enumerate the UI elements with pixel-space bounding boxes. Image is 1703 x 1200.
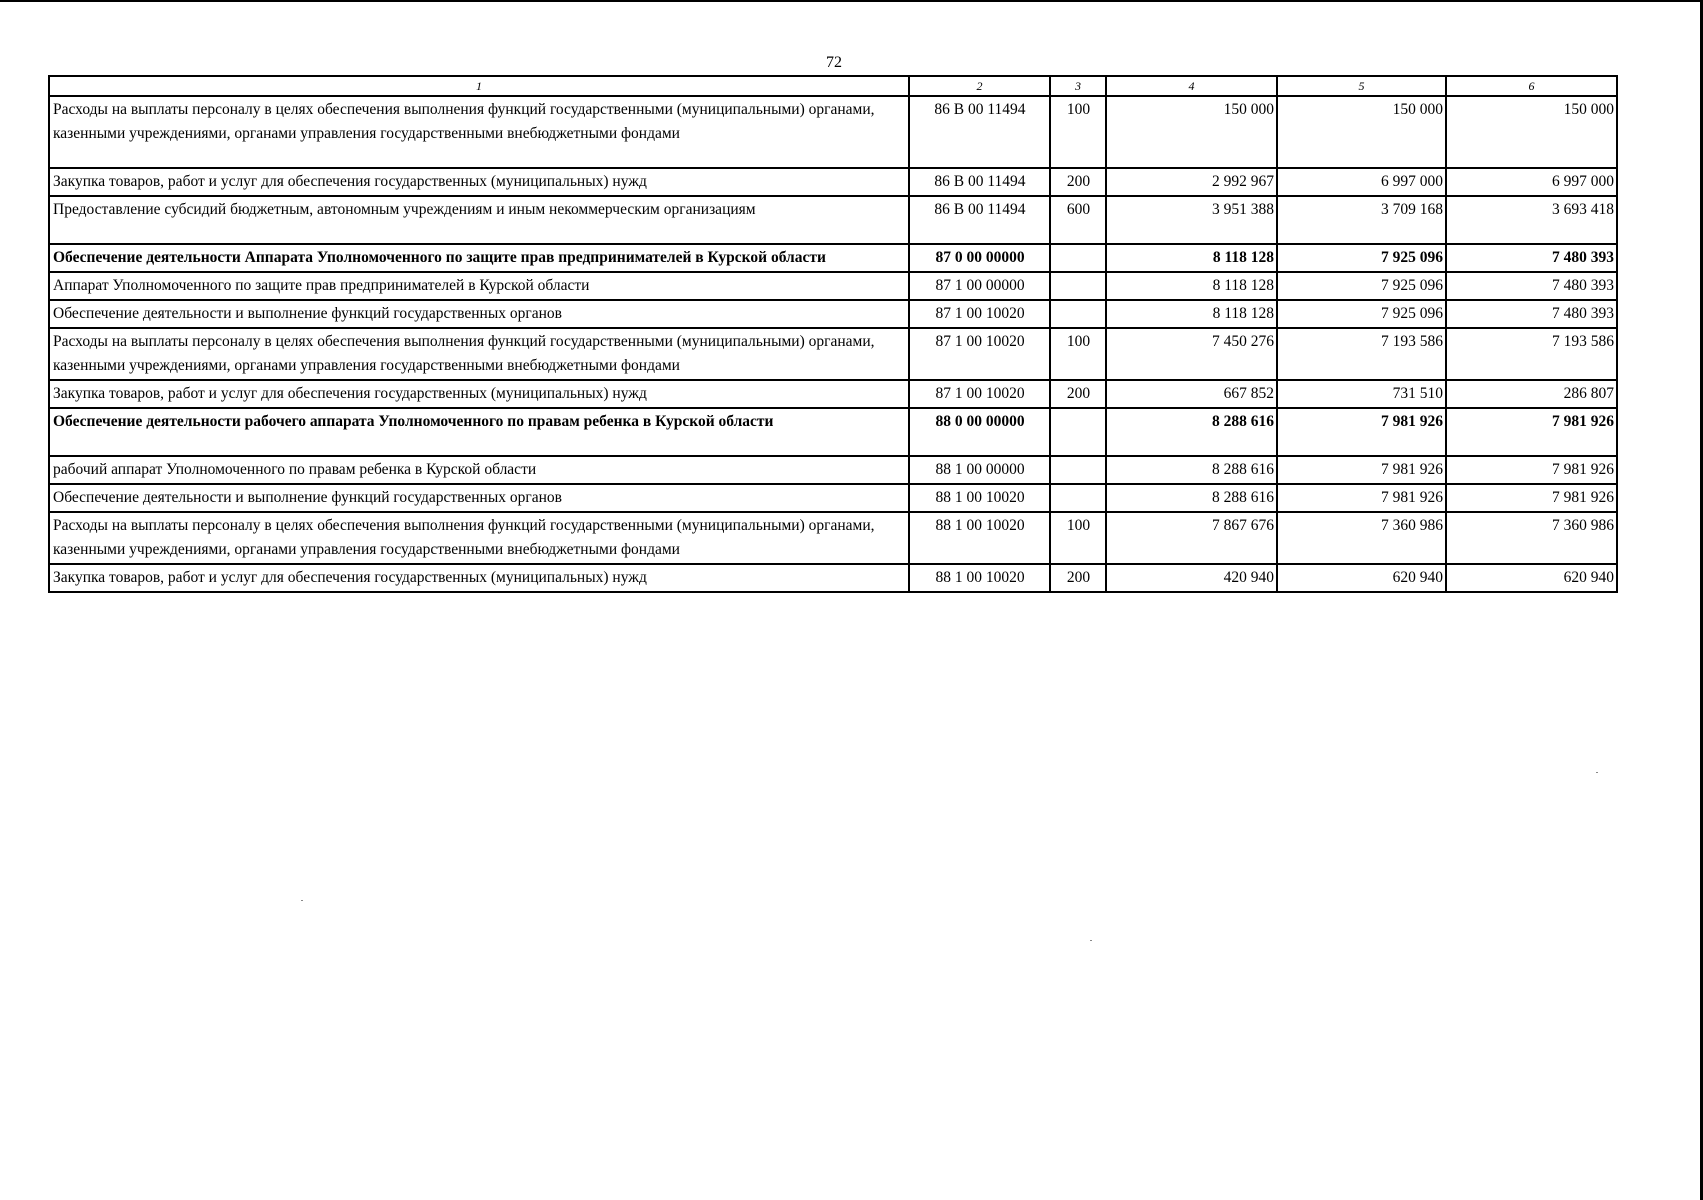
row-amount-3: 3 693 418 — [1446, 196, 1617, 244]
row-expense-type: 200 — [1050, 564, 1106, 592]
row-target-code: 87 1 00 10020 — [909, 300, 1050, 328]
column-number-4: 4 — [1106, 76, 1277, 96]
row-expense-type — [1050, 244, 1106, 272]
row-target-code: 86 В 00 11494 — [909, 196, 1050, 244]
column-number-3: 3 — [1050, 76, 1106, 96]
row-amount-1: 8 288 616 — [1106, 408, 1277, 456]
row-name: рабочий аппарат Уполномоченного по правам ребенка в Курской области — [49, 456, 909, 484]
row-target-code: 88 1 00 10020 — [909, 484, 1050, 512]
row-target-code: 87 0 00 00000 — [909, 244, 1050, 272]
row-name: Закупка товаров, работ и услуг для обеспечения государственных (муниципальных) нужд — [49, 380, 909, 408]
row-amount-1: 7 450 276 — [1106, 328, 1277, 380]
row-target-code: 88 1 00 10020 — [909, 512, 1050, 564]
row-amount-3: 7 981 926 — [1446, 484, 1617, 512]
row-target-code: 87 1 00 00000 — [909, 272, 1050, 300]
row-amount-1: 8 118 128 — [1106, 244, 1277, 272]
row-target-code: 87 1 00 10020 — [909, 380, 1050, 408]
row-name: Обеспечение деятельности Аппарата Уполномоченного по защите прав предпринимателей в Курской области — [49, 244, 909, 272]
row-name: Расходы на выплаты персоналу в целях обеспечения выполнения функций государственными (муниципальными) органами, казенными учреждениями, органами управления государственными внебюджетными фондами — [49, 96, 909, 168]
row-amount-3: 150 000 — [1446, 96, 1617, 168]
row-amount-3: 7 981 926 — [1446, 456, 1617, 484]
table-row — [49, 168, 1617, 196]
row-name: Обеспечение деятельности и выполнение функций государственных органов — [49, 484, 909, 512]
row-amount-3: 7 193 586 — [1446, 328, 1617, 380]
row-amount-3: 7 480 393 — [1446, 244, 1617, 272]
scan-top-edge — [0, 0, 1703, 2]
row-name: Расходы на выплаты персоналу в целях обеспечения выполнения функций государственными (муниципальными) органами, казенными учреждениями, органами управления государственными внебюджетными фондами — [49, 328, 909, 380]
row-target-code: 88 0 00 00000 — [909, 408, 1050, 456]
row-amount-1: 8 118 128 — [1106, 300, 1277, 328]
table-row — [49, 484, 1617, 512]
row-amount-3: 7 360 986 — [1446, 512, 1617, 564]
table-header-row — [49, 76, 1617, 96]
row-amount-2: 620 940 — [1277, 564, 1446, 592]
page-number: 72 — [826, 54, 842, 71]
row-expense-type — [1050, 408, 1106, 456]
table-row — [49, 96, 1617, 168]
table-row — [49, 244, 1617, 272]
table-row — [49, 456, 1617, 484]
row-expense-type: 100 — [1050, 96, 1106, 168]
row-amount-3: 7 981 926 — [1446, 408, 1617, 456]
row-amount-3: 7 480 393 — [1446, 272, 1617, 300]
table-row — [49, 564, 1617, 592]
row-expense-type: 600 — [1050, 196, 1106, 244]
row-amount-1: 8 288 616 — [1106, 484, 1277, 512]
row-amount-1: 420 940 — [1106, 564, 1277, 592]
row-amount-1: 2 992 967 — [1106, 168, 1277, 196]
row-amount-1: 8 118 128 — [1106, 272, 1277, 300]
row-target-code: 88 1 00 10020 — [909, 564, 1050, 592]
column-number-1: 1 — [49, 76, 909, 96]
row-name: Закупка товаров, работ и услуг для обеспечения государственных (муниципальных) нужд — [49, 564, 909, 592]
budget-table — [48, 75, 1618, 593]
row-amount-3: 286 807 — [1446, 380, 1617, 408]
scan-speck — [1090, 940, 1092, 941]
row-name: Обеспечение деятельности рабочего аппарата Уполномоченного по правам ребенка в Курской области — [49, 408, 909, 456]
row-expense-type — [1050, 456, 1106, 484]
row-expense-type: 100 — [1050, 512, 1106, 564]
row-amount-2: 7 925 096 — [1277, 272, 1446, 300]
row-expense-type — [1050, 272, 1106, 300]
row-amount-2: 7 981 926 — [1277, 456, 1446, 484]
row-amount-3: 620 940 — [1446, 564, 1617, 592]
row-amount-1: 7 867 676 — [1106, 512, 1277, 564]
scan-speck — [301, 900, 303, 901]
table-row — [49, 272, 1617, 300]
table-row — [49, 512, 1617, 564]
row-amount-2: 7 925 096 — [1277, 300, 1446, 328]
row-amount-2: 7 981 926 — [1277, 484, 1446, 512]
row-amount-2: 6 997 000 — [1277, 168, 1446, 196]
column-number-5: 5 — [1277, 76, 1446, 96]
row-expense-type — [1050, 484, 1106, 512]
table-row — [49, 196, 1617, 244]
row-expense-type: 100 — [1050, 328, 1106, 380]
row-target-code: 87 1 00 10020 — [909, 328, 1050, 380]
row-amount-1: 667 852 — [1106, 380, 1277, 408]
table-row — [49, 380, 1617, 408]
table-row — [49, 300, 1617, 328]
row-amount-3: 7 480 393 — [1446, 300, 1617, 328]
row-name: Обеспечение деятельности и выполнение функций государственных органов — [49, 300, 909, 328]
row-amount-1: 3 951 388 — [1106, 196, 1277, 244]
table-row — [49, 408, 1617, 456]
row-expense-type — [1050, 300, 1106, 328]
row-name: Закупка товаров, работ и услуг для обеспечения государственных (муниципальных) нужд — [49, 168, 909, 196]
row-amount-2: 7 360 986 — [1277, 512, 1446, 564]
row-amount-2: 7 925 096 — [1277, 244, 1446, 272]
column-number-2: 2 — [909, 76, 1050, 96]
row-amount-1: 150 000 — [1106, 96, 1277, 168]
column-number-6: 6 — [1446, 76, 1617, 96]
row-amount-2: 7 981 926 — [1277, 408, 1446, 456]
row-amount-2: 3 709 168 — [1277, 196, 1446, 244]
row-amount-1: 8 288 616 — [1106, 456, 1277, 484]
scan-speck — [1596, 772, 1598, 773]
row-amount-3: 6 997 000 — [1446, 168, 1617, 196]
row-target-code: 88 1 00 00000 — [909, 456, 1050, 484]
row-target-code: 86 В 00 11494 — [909, 168, 1050, 196]
table-row — [49, 328, 1617, 380]
row-amount-2: 150 000 — [1277, 96, 1446, 168]
row-expense-type: 200 — [1050, 168, 1106, 196]
row-amount-2: 7 193 586 — [1277, 328, 1446, 380]
row-name: Аппарат Уполномоченного по защите прав предпринимателей в Курской области — [49, 272, 909, 300]
row-expense-type: 200 — [1050, 380, 1106, 408]
row-name: Предоставление субсидий бюджетным, автономным учреждениям и иным некоммерческим организациям — [49, 196, 909, 244]
row-name: Расходы на выплаты персоналу в целях обеспечения выполнения функций государственными (муниципальными) органами, казенными учреждениями, органами управления государственными внебюджетными фондами — [49, 512, 909, 564]
row-amount-2: 731 510 — [1277, 380, 1446, 408]
row-target-code: 86 В 00 11494 — [909, 96, 1050, 168]
